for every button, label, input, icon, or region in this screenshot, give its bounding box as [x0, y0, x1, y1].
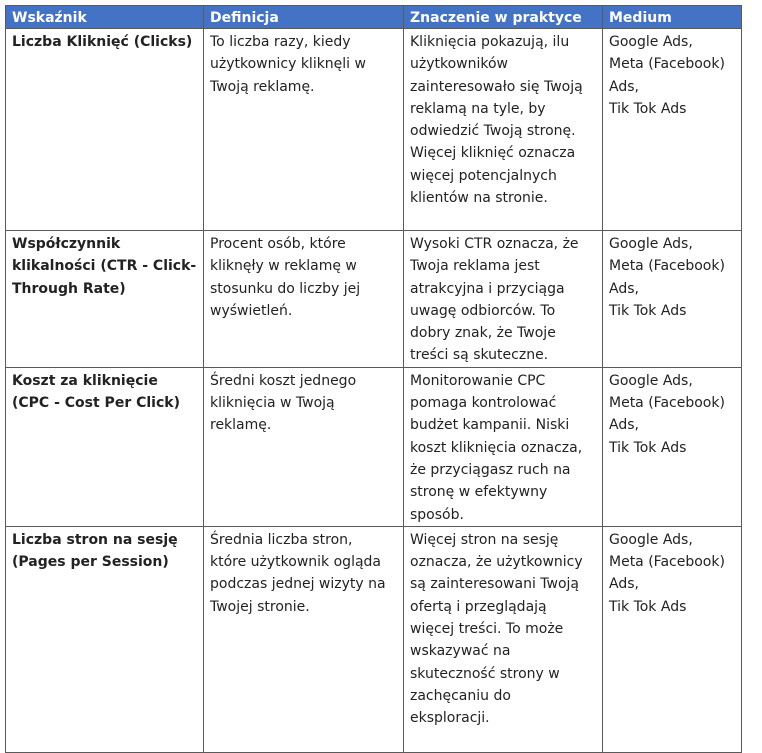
medium-cell: [603, 29, 742, 231]
table-row: [6, 231, 742, 368]
medium-item: Meta (Facebook) Ads,: [609, 56, 725, 95]
medium-item: Google Ads,: [609, 372, 693, 389]
metrics-table: [5, 5, 742, 753]
medium-item: Meta (Facebook) Ads,: [609, 554, 725, 593]
medium-item: Tik Tok Ads: [609, 302, 687, 319]
medium-item: Google Ads,: [609, 34, 693, 50]
header-medium: Medium: [603, 6, 742, 29]
definition-cell: Procent osób, które kliknęły w reklamę w stosunku do liczby jej wyświetleń.: [204, 231, 404, 368]
meaning-cell: Monitorowanie CPC pomaga kontrolować budżet kampanii. Niski koszt kliknięcia oznacza, że przyciągasz ruch na stronę w efektywny sposób.: [404, 367, 603, 526]
table-row: [6, 29, 742, 231]
medium-item: Google Ads,: [609, 236, 693, 252]
header-definition: Definicja: [204, 6, 404, 29]
table-row: [6, 367, 742, 526]
meaning-cell: Wysoki CTR oznacza, że Twoja reklama jest atrakcyjna i przyciąga uwagę odbiorców. To dobry znak, że Twoje treści są skuteczne.: [404, 231, 603, 368]
metric-cell: Liczba Kliknięć (Clicks): [6, 29, 204, 231]
header-metric: Wskaźnik: [6, 6, 204, 29]
definition-cell: Średni koszt jednego kliknięcia w Twoją reklamę.: [204, 367, 404, 526]
table-header-row: [6, 6, 742, 29]
table-row: [6, 526, 742, 752]
medium-item: Tik Tok Ads: [609, 439, 687, 456]
meaning-cell: Więcej stron na sesję oznacza, że użytkownicy są zainteresowani Twoją ofertą i przeglądają więcej treści. To może wskazywać na skuteczność strony w zachęcaniu do eksploracji.: [404, 526, 603, 752]
meaning-cell: Kliknięcia pokazują, ilu użytkowników zainteresowało się Twoją reklamą na tyle, by odwiedzić Twoją stronę. Więcej kliknięć oznacza więcej potencjalnych klientów na stronie.: [404, 29, 603, 231]
metrics-table-container: [5, 5, 742, 753]
medium-cell: [603, 231, 742, 368]
definition-cell: To liczba razy, kiedy użytkownicy kliknęli w Twoją reklamę.: [204, 29, 404, 231]
definition-cell: Średnia liczba stron, które użytkownik ogląda podczas jednej wizyty na Twojej stronie.: [204, 526, 404, 752]
medium-item: Meta (Facebook) Ads,: [609, 395, 725, 434]
medium-item: Tik Tok Ads: [609, 100, 687, 117]
medium-item: Google Ads,: [609, 531, 693, 548]
medium-item: Tik Tok Ads: [609, 598, 687, 615]
medium-cell: [603, 367, 742, 526]
medium-cell: [603, 526, 742, 752]
metric-cell: Koszt za kliknięcie (CPC - Cost Per Click): [6, 367, 204, 526]
header-meaning: Znaczenie w praktyce: [404, 6, 603, 29]
medium-item: Meta (Facebook) Ads,: [609, 258, 725, 297]
metric-cell: Liczba stron na sesję (Pages per Session): [6, 526, 204, 752]
metric-cell: Współczynnik klikalności (CTR - Click-Through Rate): [6, 231, 204, 368]
